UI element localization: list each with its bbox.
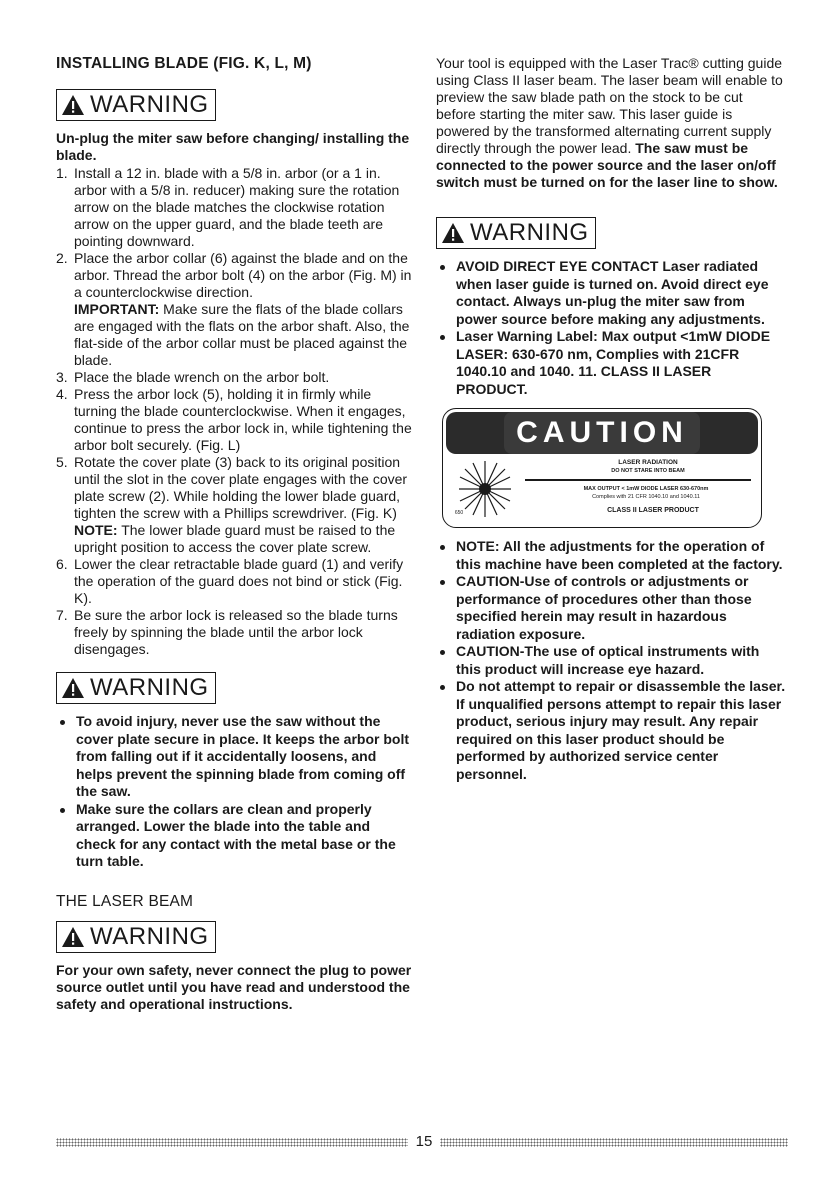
list-item: 2. Place the arbor collar (6) against the blade and on the arbor. Thread the arbor bolt (4) on the arbor (Fig. M) in a counterclockwise direction. IMPORTANT: Make sure the flats of the blade collars are engaged with the flats on the arbor shaft. Also, the flat-side of the arbor collar must be placed against the blade. bbox=[56, 250, 412, 368]
list-item: AVOID DIRECT EYE CONTACT Laser radiated when laser guide is turned on. Avoid direct eye contact. Always un-plug the miter saw from power source before making any adjustments. bbox=[436, 258, 786, 328]
warning-triangle-icon bbox=[61, 94, 85, 116]
list-item: Do not attempt to repair or disassemble the laser. If unqualified persons attempt to repair this laser product, serious injury may result. Any repair required on this laser product should be performed by authorized service center personnel. bbox=[436, 678, 786, 783]
list-item: CAUTION-The use of optical instruments with this product will increase eye hazard. bbox=[436, 643, 786, 678]
label-text: CLASS II LASER PRODUCT bbox=[607, 507, 699, 514]
list-item: 1. Install a 12 in. blade with a 5/8 in. arbor (or a 1 in. arbor with a 5/8 in. reducer) making sure the rotation arrow on the blade matches the clockwise rotation arrow on the upper guard, and the blade teeth are pointing downward. bbox=[56, 165, 400, 249]
laser-warning-bullets bbox=[436, 258, 786, 398]
section-heading-installing-blade: INSTALLING BLADE (FIG. K, L, M) bbox=[56, 55, 312, 72]
warning-word: WARNING bbox=[90, 91, 209, 118]
warning-word: WARNING bbox=[90, 922, 209, 950]
note-label: NOTE: bbox=[74, 522, 118, 538]
list-item: 4. Press the arbor lock (5), holding it in firmly while turning the blade counterclockwise. When it engages, continue to press the arbor lock in, while tightening the arbor bolt securely. (Fig. L) bbox=[56, 386, 412, 453]
footer-dot-bar-left bbox=[56, 1138, 408, 1147]
safety-instruction: For your own safety, never connect the plug to power source outlet until you have read and understood the safety and operational instructions. bbox=[56, 961, 412, 1012]
label-text: DO NOT STARE INTO BEAM bbox=[611, 468, 685, 474]
label-text: LASER RADIATION bbox=[618, 459, 678, 466]
list-item: To avoid injury, never use the saw without the cover plate secure in place. It keeps the arbor bolt from falling out if it accidentally loosens, and helps prevent the spinning blade from coming off the saw. bbox=[56, 713, 412, 801]
beam-line bbox=[525, 479, 751, 481]
warning-triangle-icon bbox=[441, 222, 465, 244]
left-column bbox=[56, 55, 412, 1014]
warning-word: WARNING bbox=[90, 674, 209, 701]
warning-box bbox=[56, 921, 216, 953]
caution-label bbox=[442, 408, 762, 528]
warning-triangle-icon bbox=[61, 926, 85, 948]
page-number: 15 bbox=[415, 1133, 433, 1150]
warning-word: WARNING bbox=[470, 219, 589, 246]
list-item: Make sure the collars are clean and properly arranged. Lower the blade into the table and check for any contact with the metal base or the turn table. bbox=[56, 801, 412, 871]
list-item: 7. Be sure the arbor lock is released so the blade turns freely by spinning the blade until the arbor lock disengages. bbox=[56, 607, 398, 657]
unplug-instruction: Un-plug the miter saw before changing/ installing the blade. bbox=[56, 130, 410, 163]
right-column bbox=[436, 55, 786, 783]
list-item: 3. Place the blade wrench on the arbor bolt. bbox=[56, 369, 330, 385]
page-footer bbox=[56, 1135, 788, 1151]
label-text: Complies with 21 CFR 1040.10 and 1040.11 bbox=[592, 494, 700, 500]
warning-box bbox=[56, 89, 216, 121]
label-code: 650 bbox=[454, 510, 464, 516]
list-item: CAUTION-Use of controls or adjustments or performance of procedures other than those specified herein may result in hazardous radiation exposure. bbox=[436, 573, 786, 643]
section-heading-laser-beam: THE LASER BEAM bbox=[56, 892, 194, 910]
warning-box bbox=[56, 672, 216, 704]
warning-box bbox=[436, 217, 596, 249]
list-item: 5. Rotate the cover plate (3) back to its original position until the slot in the cover plate engages with the cover plate screw (2). While holding the lower blade guard, tighten the screw with a Phillips screwdriver. (Fig. K) NOTE: The lower blade guard must be raised to the upright position to access the cover plate screw. bbox=[56, 454, 408, 555]
laser-notes-bullets bbox=[436, 538, 786, 783]
footer-dot-bar-right bbox=[440, 1138, 788, 1147]
warning-bullets bbox=[56, 713, 412, 871]
warning-triangle-icon bbox=[61, 677, 85, 699]
list-item: 6. Lower the clear retractable blade guard (1) and verify the operation of the guard does not bind or stick (Fig. K). bbox=[56, 556, 404, 606]
label-text: MAX OUTPUT < 1mW DIODE LASER 630-670nm bbox=[583, 486, 709, 492]
laser-intro-paragraph: Your tool is equipped with the Laser Trac® cutting guide using Class II laser beam. The laser beam will enable to preview the saw blade path on the stock to be cut before starting the miter saw. This laser guide is powered by the transformed alternating current supply directly through the power lead. The saw must be connected to the power source and the laser on/off switch must be turned on for the laser line to show. bbox=[436, 55, 783, 190]
list-item: Laser Warning Label: Max output <1mW DIODE LASER: 630-670 nm, Complies with 21CFR 1040.10 and 1040. 11. CLASS II LASER PRODUCT. bbox=[436, 328, 786, 398]
caution-banner: CAUTION bbox=[446, 412, 758, 454]
list-item: NOTE: All the adjustments for the operation of this machine have been completed at the factory. bbox=[436, 538, 786, 573]
important-label: IMPORTANT: bbox=[74, 301, 160, 317]
blade-steps-list bbox=[56, 165, 412, 658]
